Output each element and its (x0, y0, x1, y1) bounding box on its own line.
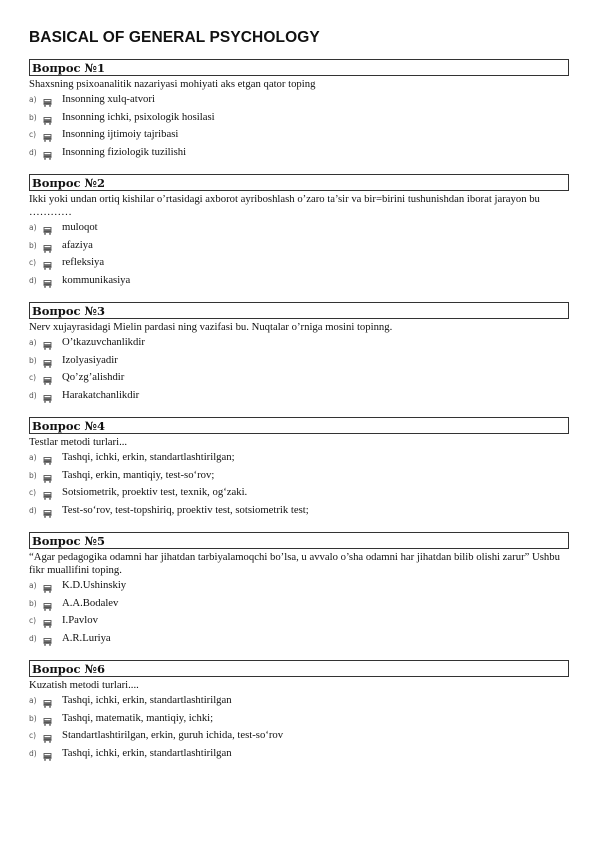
checkbox-mark-icon (43, 114, 52, 122)
question-text: Kuzatish metodi turlari.... (29, 679, 139, 691)
answer-option[interactable] (29, 727, 569, 745)
option-letter: c) (29, 373, 37, 382)
question-block (29, 417, 569, 519)
option-text: Standartlashtirilgan, erkin, guruh ichida, test-so‘rov (62, 729, 284, 741)
checkbox-mark-icon (43, 392, 52, 400)
answer-option[interactable] (29, 352, 569, 370)
option-letter: d) (29, 748, 37, 758)
option-text: Harakatchanlikdir (62, 388, 140, 401)
option-text: Insonning xulq-atvori (62, 93, 155, 105)
checkbox-mark-icon (43, 131, 52, 139)
question-text: Nerv xujayrasidagi Mielin pardasi ning vazifasi bu. Nuqtalar o’rniga mosini topinng. (29, 321, 393, 333)
option-letter: d) (29, 505, 37, 515)
option-letter: b) (29, 713, 37, 723)
option-text: O’tkazuvchanlikdir (62, 336, 145, 348)
question-text: Ikki yoki undan ortiq kishilar o’rtasidagi axborot ayriboshlash o’zaro ta’sir va bir=birini tushunishdan iborat jarayon bu ………… (29, 193, 540, 218)
option-text: refleksiya (62, 256, 105, 268)
option-letter: b) (29, 355, 37, 365)
option-letter: c) (29, 616, 37, 625)
option-text: Qo’zg’alishdir (62, 371, 125, 383)
document-page (29, 28, 569, 775)
option-list (29, 449, 569, 519)
option-letter: d) (29, 390, 37, 400)
option-letter: a) (29, 696, 37, 705)
answer-option[interactable] (29, 577, 569, 595)
question-text: “Agar pedagogika odamni har jihatdan tarbiyalamoqchi bo’lsa, u avvalo o’sha odamni har jihatdan bilib olishi zarur” Ushbu fikr muallifini toping. (29, 551, 560, 576)
checkbox-mark-icon (43, 732, 52, 740)
question-block (29, 532, 569, 647)
option-list (29, 334, 569, 404)
option-text: Insonning ijtimoiy tajribasi (62, 128, 179, 140)
option-list (29, 577, 569, 647)
checkbox-mark-icon (43, 242, 52, 250)
option-letter: d) (29, 147, 37, 157)
answer-option[interactable] (29, 710, 569, 728)
checkbox-mark-icon (43, 635, 52, 643)
option-letter: c) (29, 488, 37, 497)
checkbox-mark-icon (43, 374, 52, 382)
option-letter: d) (29, 633, 37, 643)
question-header: Вопрос №2 (29, 174, 569, 191)
checkbox-mark-icon (43, 472, 52, 480)
option-text: Insonning ichki, psixologik hosilasi (62, 110, 215, 123)
option-text: Tashqi, matematik, mantiqiy, ichki; (62, 711, 214, 724)
checkbox-mark-icon (43, 96, 52, 104)
option-list (29, 219, 569, 289)
option-list (29, 91, 569, 161)
answer-option[interactable] (29, 254, 569, 272)
option-text: Tashqi, erkin, mantiqiy, test-so‘rov; (62, 468, 215, 481)
option-text: I.Pavlov (62, 614, 98, 626)
answer-option[interactable] (29, 467, 569, 485)
answer-option[interactable] (29, 334, 569, 352)
checkbox-mark-icon (43, 454, 52, 462)
option-letter: b) (29, 112, 37, 122)
option-letter: b) (29, 240, 37, 250)
option-letter: a) (29, 453, 37, 462)
answer-option[interactable] (29, 692, 569, 710)
question-header: Вопрос №4 (29, 417, 569, 434)
answer-option[interactable] (29, 745, 569, 763)
option-letter: c) (29, 130, 37, 139)
answer-option[interactable] (29, 449, 569, 467)
answer-option[interactable] (29, 630, 569, 648)
question-list (29, 59, 569, 762)
option-letter: b) (29, 598, 37, 608)
answer-option[interactable] (29, 109, 569, 127)
answer-option[interactable] (29, 595, 569, 613)
checkbox-mark-icon (43, 224, 52, 232)
checkbox-mark-icon (43, 339, 52, 347)
answer-option[interactable] (29, 369, 569, 387)
option-text: Tashqi, ichki, erkin, standartlashtirilgan; (62, 451, 235, 463)
question-header: Вопрос №5 (29, 532, 569, 549)
answer-option[interactable] (29, 502, 569, 520)
option-letter: a) (29, 223, 37, 232)
option-text: A.A.Bodalev (62, 596, 119, 609)
question-header: Вопрос №3 (29, 302, 569, 319)
question-text: Shaxsning psixoanalitik nazariyasi mohiyati aks etgan qator toping (29, 78, 316, 90)
option-letter: c) (29, 731, 37, 740)
checkbox-mark-icon (43, 277, 52, 285)
answer-option[interactable] (29, 484, 569, 502)
checkbox-mark-icon (43, 750, 52, 758)
question-header: Вопрос №1 (29, 59, 569, 76)
question-block (29, 302, 569, 404)
option-text: Test-so‘rov, test-topshiriq, proektiv test, sotsiometrik test; (62, 503, 309, 516)
option-text: Tashqi, ichki, erkin, standartlashtirilgan (62, 694, 232, 706)
option-text: Izolyasiyadir (62, 353, 118, 366)
question-block (29, 174, 569, 289)
question-block (29, 59, 569, 161)
checkbox-mark-icon (43, 489, 52, 497)
answer-option[interactable] (29, 91, 569, 109)
question-text: Testlar metodi turlari... (29, 436, 128, 448)
answer-option[interactable] (29, 144, 569, 162)
answer-option[interactable] (29, 612, 569, 630)
checkbox-mark-icon (43, 259, 52, 267)
document-title: BASICAL OF GENERAL PSYCHOLOGY (29, 29, 320, 46)
answer-option[interactable] (29, 219, 569, 237)
answer-option[interactable] (29, 237, 569, 255)
checkbox-mark-icon (43, 149, 52, 157)
checkbox-mark-icon (43, 600, 52, 608)
checkbox-mark-icon (43, 507, 52, 515)
option-letter: d) (29, 275, 37, 285)
option-text: muloqot (62, 221, 98, 233)
option-text: Tashqi, ichki, erkin, standartlashtirilgan (62, 746, 232, 759)
option-letter: a) (29, 95, 37, 104)
option-text: kommunikasiya (62, 273, 131, 286)
answer-option[interactable] (29, 272, 569, 290)
question-header: Вопрос №6 (29, 660, 569, 677)
checkbox-mark-icon (43, 617, 52, 625)
question-block (29, 660, 569, 762)
answer-option[interactable] (29, 126, 569, 144)
option-text: A.R.Luriya (62, 631, 111, 644)
option-text: Insonning fiziologik tuzilishi (62, 145, 187, 158)
checkbox-mark-icon (43, 582, 52, 590)
option-text: Sotsiometrik, proektiv test, texnik, og‘zaki. (62, 486, 248, 498)
option-letter: a) (29, 338, 37, 347)
checkbox-mark-icon (43, 715, 52, 723)
checkbox-mark-icon (43, 697, 52, 705)
checkbox-mark-icon (43, 357, 52, 365)
option-text: afaziya (62, 238, 93, 251)
option-letter: b) (29, 470, 37, 480)
option-list (29, 692, 569, 762)
option-letter: c) (29, 258, 37, 267)
answer-option[interactable] (29, 387, 569, 405)
option-text: K.D.Ushinskiy (62, 579, 127, 591)
option-letter: a) (29, 581, 37, 590)
